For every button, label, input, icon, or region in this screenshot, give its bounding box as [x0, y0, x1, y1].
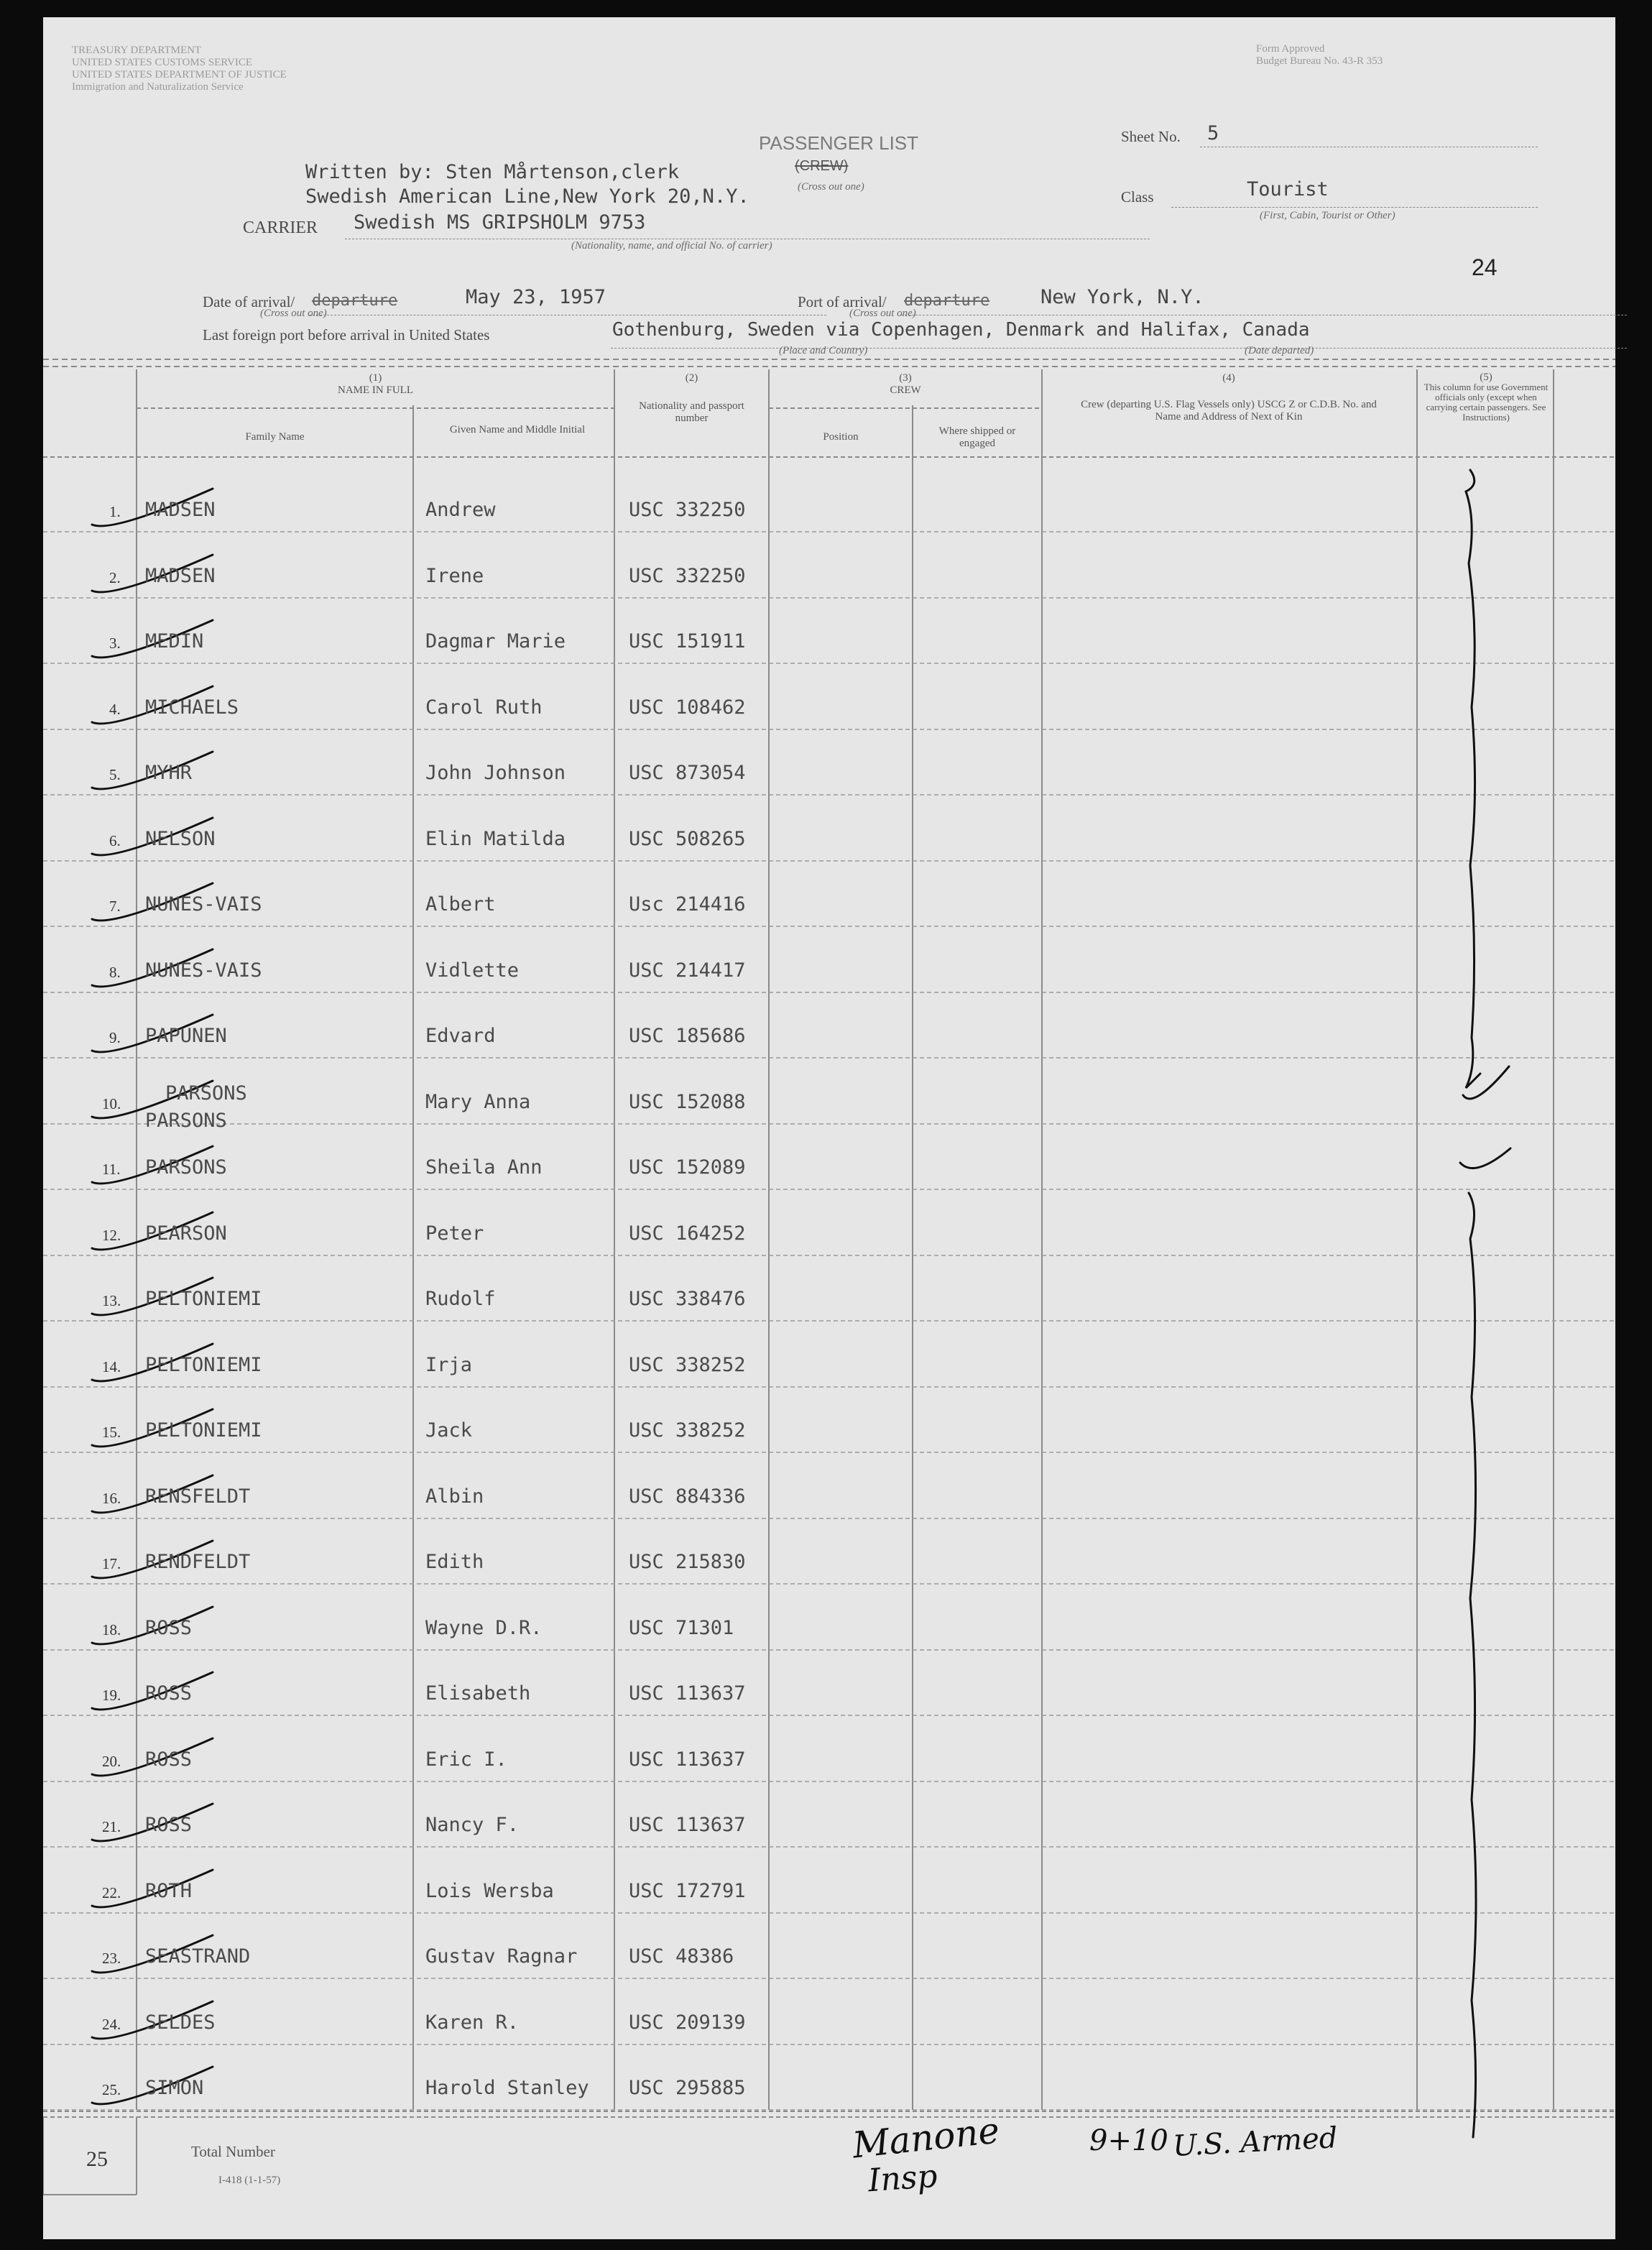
given-name: Andrew	[425, 499, 496, 521]
given-name: Jack	[425, 1419, 473, 1442]
passport-number: USC 214417	[629, 959, 746, 982]
family-name: PELTONIEMI	[145, 1419, 262, 1442]
given-name: Vidlette	[425, 959, 520, 982]
arrival-value: May 23, 1957	[466, 286, 606, 308]
family-name: MYHR	[145, 762, 193, 784]
written-by: Written by: Sten Mårtenson,clerk	[305, 161, 680, 183]
class-value: Tourist	[1247, 178, 1329, 200]
total-value: 25	[86, 2147, 108, 2171]
family-name: PEARSON	[145, 1222, 227, 1245]
passport-number: USC 338252	[629, 1354, 746, 1376]
position-header: Position	[823, 431, 859, 443]
family-name: PARSONS	[145, 1110, 227, 1132]
class-note: (First, Cabin, Tourist or Other)	[1260, 210, 1395, 221]
form-number: I-418 (1-1-57)	[218, 2175, 281, 2186]
last-port-label: Last foreign port before arrival in United States	[203, 326, 490, 344]
col3-number: (3)	[899, 372, 912, 384]
given-name: Gustav Ragnar	[425, 1945, 578, 1968]
given-name: Irja	[425, 1354, 473, 1376]
given-name: Irene	[425, 565, 484, 587]
passport-number: USC 209139	[629, 2011, 746, 2034]
total-label: Total Number	[191, 2143, 275, 2160]
carrier-label: CARRIER	[243, 218, 318, 237]
row-number: 9.	[109, 1029, 121, 1046]
passport-number: USC 113637	[629, 1814, 746, 1836]
row-number: 3.	[109, 635, 121, 652]
passport-number: USC 338476	[629, 1288, 746, 1310]
family-name: SIMON	[145, 2077, 204, 2099]
where-shipped-header: Where shipped or engaged	[938, 425, 1016, 449]
family-name: PAPUNEN	[145, 1025, 227, 1047]
company-line: Swedish American Line,New York 20,N.Y.	[305, 185, 749, 208]
given-name: Harold Stanley	[425, 2077, 589, 2099]
port-value: New York, N.Y.	[1040, 286, 1204, 308]
given-name: Peter	[425, 1222, 484, 1245]
passport-number: USC 332250	[629, 499, 746, 521]
col5-number: (5)	[1480, 372, 1492, 383]
row-number: 13.	[102, 1292, 121, 1309]
family-name: ROTH	[145, 1880, 193, 1902]
family-name: PELTONIEMI	[145, 1288, 262, 1310]
row-number: 12.	[102, 1227, 121, 1244]
given-name: Dagmar Marie	[425, 630, 566, 653]
port-label: Port of arrival/	[798, 293, 887, 310]
family-name: MADSEN	[145, 565, 216, 587]
passport-number: USC 164252	[629, 1222, 746, 1245]
col5-title: This column for use Government officials only (except when carrying certain passengers. See Instructions)	[1423, 382, 1549, 423]
date-departed-note: (Date departed)	[1245, 345, 1314, 356]
given-name-header: Given Name and Middle Initial	[449, 424, 586, 435]
sheet-number: 5	[1207, 122, 1219, 144]
row-number: 15.	[102, 1424, 121, 1441]
family-name: NUNES-VAIS	[145, 893, 262, 916]
agency-line: UNITED STATES CUSTOMS SERVICE	[72, 57, 253, 68]
passport-number: USC 113637	[629, 1748, 746, 1771]
row-number: 18.	[102, 1621, 121, 1638]
family-name-header: Family Name	[245, 431, 305, 443]
passport-number: USC 71301	[629, 1617, 734, 1639]
given-name: Albert	[425, 893, 496, 916]
passenger-rows	[43, 17, 1615, 2239]
row-number: 2.	[109, 569, 121, 586]
row10-overtyped-name: PARSONS	[165, 1082, 247, 1105]
row-number: 21.	[102, 1818, 121, 1835]
carrier-value: Swedish MS GRIPSHOLM 9753	[354, 211, 646, 234]
family-name: PARSONS	[145, 1156, 227, 1179]
row-number: 23.	[102, 1950, 121, 1967]
family-name: RENSFELDT	[145, 1485, 251, 1508]
arrival-label: Date of arrival/	[203, 293, 295, 310]
given-name: John Johnson	[425, 762, 566, 784]
row-number: 14.	[102, 1358, 121, 1375]
family-name: PELTONIEMI	[145, 1354, 262, 1376]
row-number: 4.	[109, 701, 121, 718]
cross-out-note: (Cross out one)	[260, 308, 327, 319]
row-number: 20.	[102, 1753, 121, 1770]
handwritten-signature: Manone	[850, 2109, 1002, 2167]
sheet-label: Sheet No.	[1121, 128, 1181, 145]
given-name: Lois Wersba	[425, 1880, 554, 1902]
list-crossed: (CREW)	[795, 158, 849, 174]
family-name: NUNES-VAIS	[145, 959, 262, 982]
given-name: Eric I.	[425, 1748, 507, 1771]
given-name: Mary Anna	[425, 1091, 531, 1113]
passport-number: USC 215830	[629, 1551, 746, 1573]
row-number: 16.	[102, 1490, 121, 1507]
passport-number: USC 48386	[629, 1945, 734, 1968]
family-name: MEDIN	[145, 630, 204, 653]
cross-out-note: (Cross out one)	[849, 308, 916, 319]
row-number: 19.	[102, 1687, 121, 1704]
row-number: 1.	[109, 503, 121, 520]
family-name: ROSS	[145, 1682, 193, 1705]
family-name: ROSS	[145, 1748, 193, 1771]
row-number: 10.	[102, 1095, 121, 1112]
passport-number: USC 152089	[629, 1156, 746, 1179]
port-crossed: departure	[904, 292, 990, 310]
family-name: MICHAELS	[145, 696, 239, 719]
passport-number: USC 332250	[629, 565, 746, 587]
given-name: Carol Ruth	[425, 696, 543, 719]
given-name: Albin	[425, 1485, 484, 1508]
family-name: MADSEN	[145, 499, 216, 521]
passport-number: USC 884336	[629, 1485, 746, 1508]
handwritten-rows: 9+10	[1089, 2124, 1168, 2157]
class-label: Class	[1121, 188, 1154, 206]
budget-line: Budget Bureau No. 43-R 353	[1256, 55, 1383, 67]
row-number: 25.	[102, 2081, 121, 2098]
family-name: SEASTRAND	[145, 1945, 251, 1968]
agency-line: UNITED STATES DEPARTMENT OF JUSTICE	[72, 69, 287, 80]
carrier-note: (Nationality, name, and official No. of carrier)	[571, 240, 772, 252]
given-name: Edith	[425, 1551, 484, 1573]
handwritten-insp: Insp	[867, 2157, 939, 2200]
col2-title: Nationality and passport number	[639, 400, 744, 424]
col1-title: NAME IN FULL	[338, 384, 413, 396]
family-name: ROSS	[145, 1814, 193, 1836]
passport-number: USC 152088	[629, 1091, 746, 1113]
col4-number: (4)	[1222, 372, 1235, 384]
agency-line: TREASURY DEPARTMENT	[72, 45, 202, 56]
given-name: Rudolf	[425, 1288, 496, 1310]
row-number: 6.	[109, 832, 121, 849]
passport-number: USC 338252	[629, 1419, 746, 1442]
col1-number: (1)	[369, 372, 382, 384]
passport-number: Usc 214416	[629, 893, 746, 916]
given-name: Sheila Ann	[425, 1156, 543, 1179]
row-number: 22.	[102, 1884, 121, 1901]
row-number: 11.	[102, 1161, 121, 1178]
given-name: Karen R.	[425, 2011, 520, 2034]
passport-number: USC 113637	[629, 1682, 746, 1705]
row-number: 8.	[109, 964, 121, 981]
budget-line: Form Approved	[1256, 43, 1325, 55]
passport-number: USC 108462	[629, 696, 746, 719]
family-name: NELSON	[145, 828, 216, 850]
cross-out-note: (Cross out one)	[798, 181, 864, 193]
col2-number: (2)	[685, 372, 698, 384]
arrival-crossed: departure	[312, 292, 398, 310]
row-number: 5.	[109, 766, 121, 783]
given-name: Elisabeth	[425, 1682, 531, 1705]
page-number: 24	[1472, 254, 1498, 280]
place-note: (Place and Country)	[779, 345, 868, 356]
family-name: SELDES	[145, 2011, 216, 2034]
last-port-value: Gothenburg, Sweden via Copenhagen, Denmark and Halifax, Canada	[612, 319, 1310, 341]
given-name: Wayne D.R.	[425, 1617, 543, 1639]
passport-number: USC 172791	[629, 1880, 746, 1902]
given-name: Elin Matilda	[425, 828, 566, 850]
family-name: RENDFELDT	[145, 1551, 251, 1573]
row-number: 7.	[109, 898, 121, 915]
col3-title: CREW	[890, 384, 921, 396]
passport-number: USC 873054	[629, 762, 746, 784]
passport-number: USC 151911	[629, 630, 746, 653]
passport-number: USC 185686	[629, 1025, 746, 1047]
given-name: Nancy F.	[425, 1814, 520, 1836]
passport-number: USC 295885	[629, 2077, 746, 2099]
agency-line: Immigration and Naturalization Service	[72, 81, 244, 93]
col4-title: Crew (departing U.S. Flag Vessels only) USCG Z or C.D.B. No. and Name and Address of Next of Kin	[1081, 399, 1377, 423]
list-title: PASSENGER LIST	[759, 132, 919, 154]
given-name: Edvard	[425, 1025, 496, 1047]
passport-number: USC 508265	[629, 828, 746, 850]
passenger-list-sheet	[43, 17, 1615, 2239]
handwritten-note: U.S. Armed	[1171, 2121, 1339, 2163]
family-name: ROSS	[145, 1617, 193, 1639]
row-number: 17.	[102, 1555, 121, 1572]
row-number: 24.	[102, 2016, 121, 2033]
